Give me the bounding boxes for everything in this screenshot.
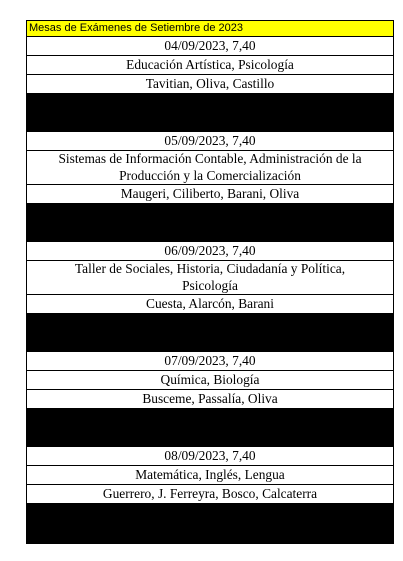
- separator-bar: [27, 504, 393, 544]
- subjects-line: Taller de Sociales, Historia, Ciudadanía y Política,: [74, 261, 346, 276]
- exam-schedule-table: [26, 20, 394, 544]
- subjects-line: Química, Biología: [160, 372, 260, 387]
- exam-teachers: Maugeri, Ciliberto, Barani, Oliva: [27, 185, 393, 204]
- exam-subjects: [27, 371, 393, 390]
- separator-bar: [27, 204, 393, 242]
- subjects-line: Sistemas de Información Contable, Administración de la: [58, 151, 362, 166]
- separator-bar: [27, 409, 393, 447]
- exam-date: 04/09/2023, 7,40: [27, 37, 393, 56]
- separator-bar: [27, 314, 393, 352]
- table-title: Mesas de Exámenes de Setiembre de 2023: [27, 20, 393, 37]
- subjects-line: Educación Artística, Psicología: [126, 57, 294, 72]
- exam-teachers: Cuesta, Alarcón, Barani: [27, 295, 393, 314]
- exam-date: 08/09/2023, 7,40: [27, 447, 393, 466]
- subjects-line: Producción y la Comercialización: [119, 167, 301, 183]
- separator-bar: [27, 94, 393, 132]
- exam-subjects: [27, 56, 393, 75]
- exam-teachers: Busceme, Passalía, Oliva: [27, 390, 393, 409]
- exam-subjects: [27, 466, 393, 485]
- exam-subjects: [27, 261, 393, 295]
- subjects-line: Psicología: [182, 277, 238, 293]
- exam-teachers: Tavitian, Oliva, Castillo: [27, 75, 393, 94]
- exam-date: 06/09/2023, 7,40: [27, 242, 393, 261]
- exam-date: 07/09/2023, 7,40: [27, 352, 393, 371]
- exam-subjects: [27, 151, 393, 185]
- subjects-line: Matemática, Inglés, Lengua: [135, 467, 285, 482]
- exam-date: 05/09/2023, 7,40: [27, 132, 393, 151]
- exam-teachers: Guerrero, J. Ferreyra, Bosco, Calcaterra: [27, 485, 393, 504]
